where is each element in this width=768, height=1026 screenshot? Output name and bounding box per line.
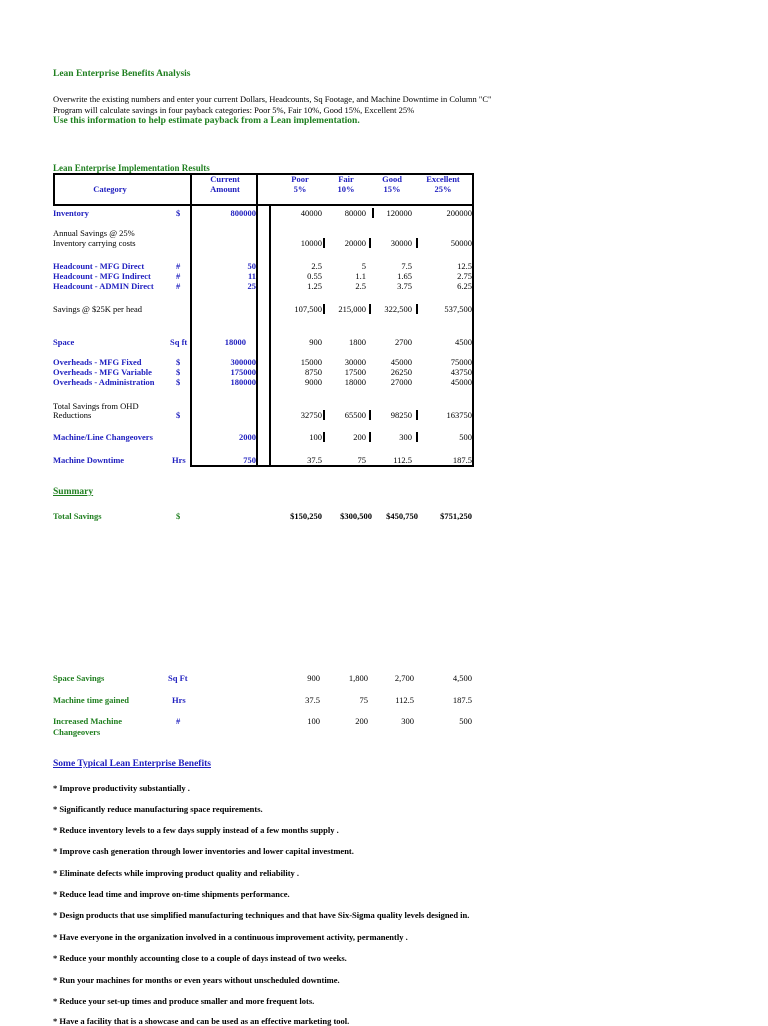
row-ohd-total-excellent: 163750 (446, 410, 472, 420)
row-oh-variable-poor: 8750 (305, 367, 322, 377)
row-hc-indirect-current[interactable]: 11 (247, 271, 256, 281)
row-oh-admin-poor: 9000 (305, 377, 322, 387)
machine-time-label: Machine time gained (53, 695, 130, 705)
row-oh-admin-unit: $ (176, 377, 181, 387)
row-carrying-good: 30000 (390, 238, 412, 248)
space-savings-label: Space Savings (53, 673, 105, 683)
header-excellent-1: Excellent (426, 174, 460, 184)
total-savings-fair: $300,500 (340, 511, 372, 521)
space-savings-good: 2,700 (394, 673, 414, 683)
row-oh-variable-fair: 17500 (344, 367, 366, 377)
row-inventory-fair: 80000 (344, 208, 366, 218)
table-bottom-border (190, 465, 474, 467)
changeovers-label-1: Increased Machine (53, 716, 123, 726)
cell-marker (323, 238, 325, 248)
row-changeovers-current[interactable]: 2000 (239, 432, 256, 442)
row-hc-admin-poor: 1.25 (307, 281, 322, 291)
row-changeovers-good: 300 (399, 432, 412, 442)
results-title: Lean Enterprise Implementation Results (53, 163, 210, 173)
row-oh-admin-excellent: 45000 (450, 377, 472, 387)
header-good-2: 15% (383, 184, 401, 194)
row-downtime-current[interactable]: 750 (243, 455, 256, 465)
row-ohd-total-good: 98250 (390, 410, 412, 420)
total-savings-poor: $150,250 (290, 511, 322, 521)
header-fair-1: Fair (338, 174, 354, 184)
row-savings-head-fair: 215,000 (338, 304, 366, 314)
row-downtime-label: Machine Downtime (53, 455, 125, 465)
benefit-item: * Run your machines for months or even years without unscheduled downtime. (53, 975, 340, 985)
row-carrying-fair: 20000 (344, 238, 366, 248)
row-oh-variable-current[interactable]: 175000 (230, 367, 256, 377)
cell-marker (369, 304, 371, 314)
header-fair-2: 10% (337, 184, 355, 194)
row-oh-admin-fair: 18000 (344, 377, 366, 387)
row-space-unit: Sq ft (170, 337, 188, 347)
cell-marker (472, 410, 474, 420)
row-oh-variable-label: Overheads - MFG Variable (53, 367, 152, 377)
row-space-fair: 1800 (349, 337, 366, 347)
machine-time-fair: 75 (359, 695, 368, 705)
row-oh-admin-label: Overheads - Administration (53, 377, 155, 387)
row-inventory-excellent: 200000 (446, 208, 472, 218)
row-ohd-total-label-1: Total Savings from OHD (53, 401, 139, 411)
row-hc-admin-label: Headcount - ADMIN Direct (53, 281, 154, 291)
table-left-border (53, 173, 55, 206)
row-hc-indirect-good: 1.65 (397, 271, 412, 281)
row-hc-direct-label: Headcount - MFG Direct (53, 261, 145, 271)
benefit-item: * Reduce your monthly accounting close to a couple of days instead of two weeks. (53, 953, 347, 963)
current-col-right-border (256, 173, 258, 467)
intro-highlight: Use this information to help estimate payback from a Lean implementation. (53, 116, 360, 126)
space-savings-unit: Sq Ft (168, 673, 188, 683)
benefit-item: * Eliminate defects while improving product quality and reliability . (53, 868, 300, 878)
table-right-border (472, 173, 474, 467)
row-downtime-fair: 75 (357, 455, 366, 465)
header-category: Category (93, 184, 127, 194)
results-col-left-border (269, 204, 271, 467)
row-hc-indirect-unit: # (176, 271, 181, 281)
row-hc-indirect-poor: 0.55 (307, 271, 322, 281)
row-hc-admin-fair: 2.5 (355, 281, 366, 291)
row-space-good: 2700 (395, 337, 412, 347)
summary-title: Summary (53, 487, 94, 497)
space-savings-excellent: 4,500 (452, 673, 472, 683)
row-changeovers-poor: 100 (309, 432, 322, 442)
benefit-item: * Improve productivity substantially . (53, 783, 190, 793)
benefit-item: * Reduce your set-up times and produce smaller and more frequent lots. (53, 996, 315, 1006)
cell-marker (369, 238, 371, 248)
row-space-label: Space (53, 337, 75, 347)
row-carrying-excellent: 50000 (450, 238, 472, 248)
row-downtime-poor: 37.5 (307, 455, 322, 465)
cell-marker (372, 208, 374, 218)
row-hc-indirect-excellent: 2.75 (457, 271, 472, 281)
benefit-item: * Have a facility that is a showcase and can be used as an effective marketing tool. (53, 1016, 350, 1026)
row-hc-direct-unit: # (176, 261, 181, 271)
intro-line-1: Overwrite the existing numbers and enter your current Dollars, Headcounts, Sq Footage, and Machine Downtime in Column "C" (53, 94, 492, 104)
changeovers-poor: 100 (307, 716, 320, 726)
row-oh-fixed-good: 45000 (390, 357, 412, 367)
row-hc-direct-excellent: 12.5 (457, 261, 472, 271)
cell-marker (323, 432, 325, 442)
header-excellent-2: 25% (434, 184, 452, 194)
row-savings-head-good: 322,500 (384, 304, 412, 314)
row-space-excellent: 4500 (455, 337, 472, 347)
row-savings-head-label: Savings @ $25K per head (53, 304, 143, 314)
row-hc-admin-excellent: 6.25 (457, 281, 472, 291)
cell-marker (369, 410, 371, 420)
row-carrying-label-2: Inventory carrying costs (53, 238, 136, 248)
row-ohd-total-label-2: Reductions (53, 410, 92, 420)
benefits-title: Some Typical Lean Enterprise Benefits (53, 759, 211, 769)
row-ohd-total-unit: $ (176, 410, 181, 420)
total-savings-unit: $ (176, 511, 181, 521)
header-poor-2: 5% (293, 184, 307, 194)
header-poor-1: Poor (291, 174, 309, 184)
row-inventory-poor: 40000 (300, 208, 322, 218)
row-hc-admin-unit: # (176, 281, 181, 291)
row-oh-fixed-unit: $ (176, 357, 181, 367)
row-oh-fixed-poor: 15000 (300, 357, 322, 367)
row-savings-head-excellent: 537,500 (444, 304, 472, 314)
row-hc-direct-current[interactable]: 50 (247, 261, 256, 271)
row-oh-variable-unit: $ (176, 367, 181, 377)
header-current-1: Current (210, 174, 240, 184)
intro-line-2: Program will calculate savings in four payback categories: Poor 5%, Fair 10%, Good 15%, Excellent 25% (53, 105, 415, 115)
changeovers-label-2: Changeovers (53, 727, 101, 737)
benefit-item: * Reduce lead time and improve on-time shipments performance. (53, 889, 290, 899)
current-col-top (190, 204, 258, 206)
row-changeovers-fair: 200 (353, 432, 366, 442)
row-ohd-total-poor: 32750 (300, 410, 322, 420)
cell-marker (416, 304, 418, 314)
header-current-2: Amount (210, 184, 240, 194)
page-title: Lean Enterprise Benefits Analysis (53, 69, 191, 79)
header-good-1: Good (382, 174, 402, 184)
row-carrying-label-1: Annual Savings @ 25% (53, 228, 135, 238)
changeovers-fair: 200 (355, 716, 368, 726)
row-hc-direct-good: 7.5 (401, 261, 412, 271)
benefit-item: * Design products that use simplified manufacturing techniques and that have Six-Sigma quality levels designed in. (53, 910, 470, 920)
row-inventory-good: 120000 (386, 208, 412, 218)
row-hc-admin-good: 3.75 (397, 281, 412, 291)
space-savings-poor: 900 (307, 673, 320, 683)
total-savings-good: $450,750 (386, 511, 418, 521)
cell-marker (369, 432, 371, 442)
benefit-item: * Have everyone in the organization involved in a continuous improvement activity, permanently . (53, 932, 408, 942)
row-inventory-current[interactable]: 800000 (230, 208, 256, 218)
row-hc-direct-fair: 5 (361, 261, 366, 271)
row-hc-admin-current[interactable]: 25 (247, 281, 256, 291)
header-bottom-border (53, 204, 474, 206)
row-oh-variable-excellent: 43750 (450, 367, 472, 377)
row-changeovers-excellent: 500 (459, 432, 472, 442)
machine-time-poor: 37.5 (305, 695, 320, 705)
row-oh-fixed-current[interactable]: 300000 (230, 357, 256, 367)
benefit-item: * Significantly reduce manufacturing space requirements. (53, 804, 263, 814)
benefit-item: * Improve cash generation through lower inventories and lower capital investment. (53, 846, 354, 856)
machine-time-excellent: 187.5 (452, 695, 472, 705)
changeovers-unit: # (176, 716, 181, 726)
cell-marker (416, 432, 418, 442)
row-ohd-total-fair: 65500 (344, 410, 366, 420)
row-oh-fixed-excellent: 75000 (450, 357, 472, 367)
row-hc-indirect-label: Headcount - MFG Indirect (53, 271, 151, 281)
row-changeovers-label: Machine/Line Changeovers (53, 432, 153, 442)
row-oh-admin-current[interactable]: 180000 (230, 377, 256, 387)
row-space-poor: 900 (309, 337, 322, 347)
cell-marker (323, 410, 325, 420)
row-savings-head-poor: 107,500 (294, 304, 322, 314)
changeovers-good: 300 (401, 716, 414, 726)
row-hc-indirect-fair: 1.1 (355, 271, 366, 281)
total-savings-label: Total Savings (53, 511, 102, 521)
current-col-left-border (190, 173, 192, 467)
row-oh-fixed-label: Overheads - MFG Fixed (53, 357, 142, 367)
row-oh-fixed-fair: 30000 (344, 357, 366, 367)
space-savings-fair: 1,800 (348, 673, 368, 683)
changeovers-excellent: 500 (459, 716, 472, 726)
row-space-current[interactable]: 18000 (224, 337, 246, 347)
row-inventory-unit: $ (176, 208, 181, 218)
machine-time-unit: Hrs (172, 695, 186, 705)
cell-marker (416, 238, 418, 248)
row-downtime-excellent: 187.5 (452, 455, 472, 465)
cell-marker (416, 410, 418, 420)
row-hc-direct-poor: 2.5 (311, 261, 322, 271)
total-savings-excellent: $751,250 (440, 511, 472, 521)
machine-time-good: 112.5 (395, 695, 414, 705)
cell-marker (323, 304, 325, 314)
row-downtime-good: 112.5 (393, 455, 412, 465)
row-oh-variable-good: 26250 (390, 367, 412, 377)
row-inventory-label: Inventory (53, 208, 89, 218)
row-downtime-unit: Hrs (172, 455, 186, 465)
row-oh-admin-good: 27000 (390, 377, 412, 387)
row-carrying-poor: 10000 (300, 238, 322, 248)
benefit-item: * Reduce inventory levels to a few days supply instead of a few months supply . (53, 825, 339, 835)
